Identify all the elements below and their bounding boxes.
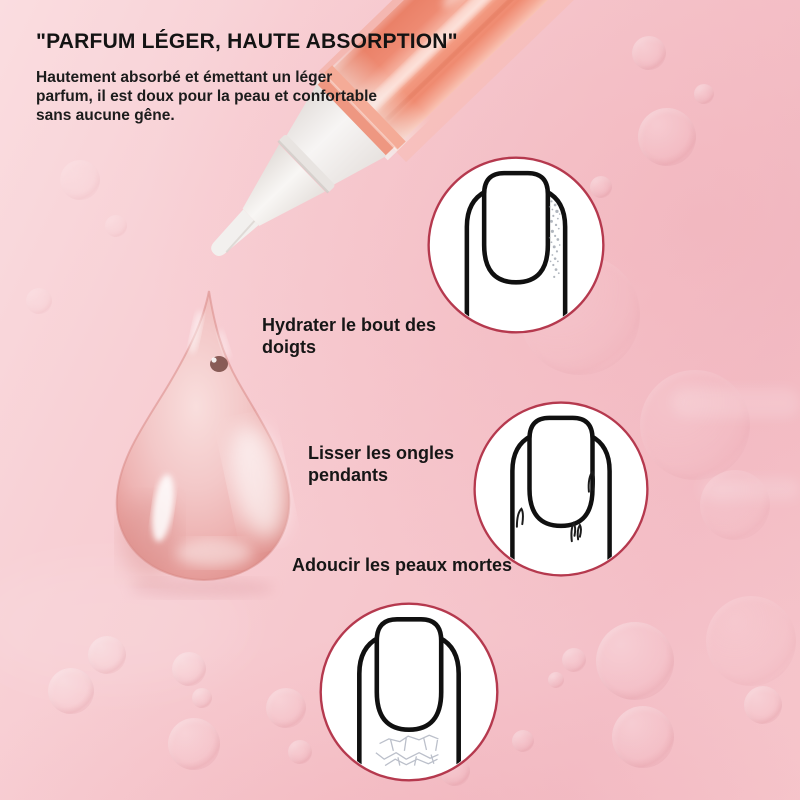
bubble-icon — [562, 648, 586, 672]
nail-illustration-adoucir — [317, 600, 501, 784]
intro-line: sans aucune gêne. — [36, 107, 175, 124]
bubble-icon — [744, 686, 782, 724]
intro-paragraph — [36, 68, 456, 125]
bubble-icon — [640, 370, 750, 480]
feature-label-adoucir: Adoucir les peaux mortes — [292, 555, 513, 575]
bubble-icon — [168, 718, 220, 770]
bubble-icon — [596, 622, 674, 700]
bubble-icon — [288, 740, 312, 764]
page-title: "PARFUM LÉGER, HAUTE ABSORPTION" — [36, 30, 458, 53]
light-streak — [700, 478, 800, 500]
bubble-icon — [266, 688, 306, 728]
bubble-icon — [612, 706, 674, 768]
bubble-icon — [192, 688, 212, 708]
bubble-icon — [706, 596, 796, 686]
light-streak — [672, 388, 800, 418]
nail-illustration-lisser — [471, 399, 651, 579]
intro-line: parfum, il est doux pour la peau et confortable — [36, 88, 378, 105]
bubble-icon — [512, 730, 534, 752]
feature-label-hydrate: Hydrater le bout des doigts — [262, 315, 437, 357]
intro-line: Hautement absorbé et émettant un léger — [36, 69, 333, 86]
nail-illustration-hydrate — [425, 154, 607, 336]
feature-label-lisser: Lisser les ongles pendants — [308, 443, 455, 485]
bubble-icon — [548, 672, 564, 688]
